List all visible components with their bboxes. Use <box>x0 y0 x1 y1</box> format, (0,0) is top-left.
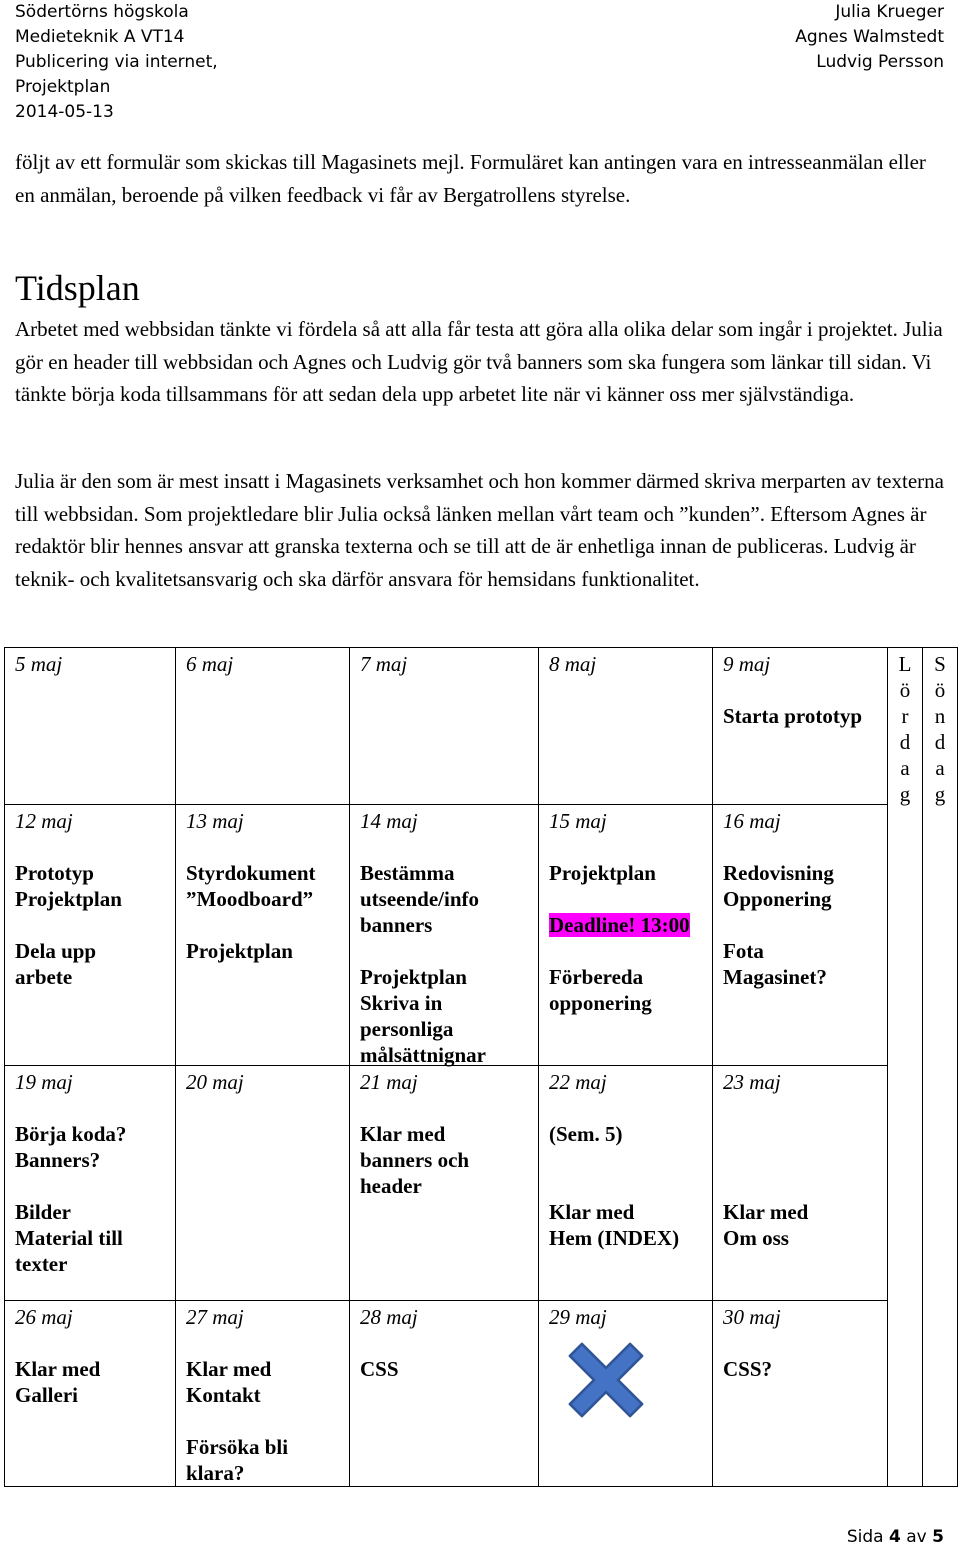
task-line <box>549 1199 679 1225</box>
task-text: Banners? <box>15 1148 101 1172</box>
day-cell <box>539 648 713 805</box>
task-line <box>186 1356 288 1382</box>
task-line <box>186 1460 288 1486</box>
task-line <box>549 1225 679 1251</box>
weekday-letter: g <box>899 782 911 806</box>
header-left <box>15 0 218 125</box>
day-cell <box>350 805 539 1066</box>
task-line <box>549 886 690 912</box>
task-line <box>15 938 122 964</box>
week-row <box>5 648 958 805</box>
task-line <box>15 1199 126 1225</box>
task-line <box>360 1356 399 1382</box>
task-line <box>186 938 316 964</box>
task-line <box>186 912 316 938</box>
task-text: Redovisning <box>723 861 834 885</box>
task-line <box>723 703 862 729</box>
task-line <box>549 1173 679 1199</box>
task-line <box>723 1225 808 1251</box>
day-cell <box>5 648 176 805</box>
day-cell <box>350 1066 539 1301</box>
header-module: Publicering via internet, <box>15 52 218 72</box>
task-text: Klar med <box>360 1122 446 1146</box>
header-right <box>795 0 944 75</box>
day-cell <box>5 805 176 1066</box>
day-cell <box>176 648 350 805</box>
task-line <box>723 886 834 912</box>
day-date: 26 maj <box>15 1305 73 1329</box>
saturday-label <box>896 651 914 807</box>
day-cell <box>176 805 350 1066</box>
saturday-column <box>888 648 923 1487</box>
task-text: Opponering <box>723 887 832 911</box>
deadline-highlight: Deadline! 13:00 <box>549 913 690 937</box>
task-line <box>15 912 122 938</box>
day-cell <box>539 805 713 1066</box>
day-tasks <box>360 860 486 1068</box>
task-line <box>549 1147 679 1173</box>
day-date: 9 maj <box>723 652 771 676</box>
day-tasks <box>723 1356 772 1382</box>
task-text: opponering <box>549 991 652 1015</box>
day-tasks <box>15 1356 100 1408</box>
weekday-letter: a <box>900 756 910 780</box>
day-tasks <box>723 1121 808 1251</box>
weekday-letter: d <box>934 730 946 754</box>
task-line <box>360 990 486 1016</box>
header-author-2: Agnes Walmstedt <box>795 27 944 47</box>
task-text: Projektplan <box>186 939 293 963</box>
task-text: CSS? <box>723 1357 773 1381</box>
task-line <box>723 1356 772 1382</box>
day-date: 21 maj <box>360 1070 418 1094</box>
day-tasks <box>186 1356 288 1486</box>
task-text: Projektplan <box>15 887 122 911</box>
day-date: 7 maj <box>360 652 408 676</box>
day-date: 28 maj <box>360 1305 418 1329</box>
weekday-letter: d <box>899 730 911 754</box>
task-text: Hem (INDEX) <box>549 1226 680 1250</box>
task-text: Magasinet? <box>723 965 827 989</box>
task-text: Bestämma <box>360 861 455 885</box>
task-line <box>549 912 690 938</box>
task-text: Kontakt <box>186 1383 261 1407</box>
weekday-letter: a <box>935 756 945 780</box>
task-line <box>186 860 316 886</box>
task-text: (Sem. 5) <box>549 1122 623 1146</box>
task-text: Styrdokument <box>186 861 316 885</box>
task-text: arbete <box>15 965 73 989</box>
header-date: 2014-05-13 <box>15 102 114 122</box>
week-row <box>5 1066 958 1301</box>
day-tasks <box>723 703 862 729</box>
header-doc-type: Projektplan <box>15 77 111 97</box>
day-cell <box>350 1301 539 1487</box>
day-date: 13 maj <box>186 809 244 833</box>
weekday-letter: r <box>901 704 909 728</box>
task-text: målsättnignar <box>360 1043 486 1067</box>
task-text: Projektplan <box>549 861 656 885</box>
weekday-letter: ö <box>899 678 911 702</box>
task-text: Försöka bli <box>186 1435 289 1459</box>
task-line <box>186 1382 288 1408</box>
day-cell <box>713 805 888 1066</box>
task-line <box>360 1173 469 1199</box>
day-cell <box>713 1066 888 1301</box>
day-cell <box>539 1301 713 1487</box>
task-line <box>15 1251 126 1277</box>
task-text: Förbereda <box>549 965 644 989</box>
sunday-column <box>923 648 958 1487</box>
task-line <box>360 1016 486 1042</box>
task-line <box>360 1121 469 1147</box>
day-cell <box>176 1301 350 1487</box>
task-line <box>723 964 834 990</box>
task-text: utseende/info <box>360 887 480 911</box>
task-text: Skriva in <box>360 991 443 1015</box>
task-line <box>15 1121 126 1147</box>
day-date: 22 maj <box>549 1070 607 1094</box>
task-text: Projektplan <box>360 965 467 989</box>
day-date: 20 maj <box>186 1070 244 1094</box>
task-line <box>549 938 690 964</box>
task-line <box>186 1408 288 1434</box>
task-line <box>723 938 834 964</box>
day-date: 29 maj <box>549 1305 607 1329</box>
day-date: 30 maj <box>723 1305 781 1329</box>
task-line <box>15 1382 100 1408</box>
task-line <box>549 990 690 1016</box>
day-tasks <box>360 1121 469 1199</box>
task-text: ”Moodboard” <box>186 887 314 911</box>
day-cell <box>713 1301 888 1487</box>
task-text: header <box>360 1174 422 1198</box>
task-line <box>15 1147 126 1173</box>
week-row <box>5 1301 958 1487</box>
day-tasks <box>186 860 316 964</box>
task-text: Klar med <box>186 1357 272 1381</box>
week-row <box>5 805 958 1066</box>
task-line <box>15 1356 100 1382</box>
weekday-letter: g <box>934 782 946 806</box>
task-line <box>15 1225 126 1251</box>
task-text: Klar med <box>549 1200 635 1224</box>
cross-icon <box>563 1337 649 1423</box>
day-cell <box>5 1301 176 1487</box>
day-date: 6 maj <box>186 652 234 676</box>
day-date: 27 maj <box>186 1305 244 1329</box>
task-text: texter <box>15 1252 68 1276</box>
task-line <box>360 1147 469 1173</box>
task-text: banners <box>360 913 433 937</box>
task-text: Om oss <box>723 1226 789 1250</box>
task-text: Klar med <box>723 1200 809 1224</box>
task-line <box>723 1199 808 1225</box>
weekday-letter: S <box>934 652 946 676</box>
task-text: Galleri <box>15 1383 78 1407</box>
task-text: Börja koda? <box>15 1122 127 1146</box>
roles-paragraph: Julia är den som är mest insatt i Magasinets verksamhet och hon kommer därmed skriva merparten av texterna till webbsidan. Som projektledare blir Julia också länken mellan vårt team och ”kunden”. Eftersom Agnes är redaktör blir hennes ansvar att granska texterna och se till att de är enhetliga innan de publiceras. Ludvig är teknik- och kvalitetsansvarig och ska därför ansvara för hemsidans funktionalitet. <box>15 469 944 591</box>
task-text: CSS <box>360 1357 399 1381</box>
day-date: 5 maj <box>15 652 63 676</box>
task-text: Starta prototyp <box>723 704 863 728</box>
task-line <box>15 964 122 990</box>
task-line <box>723 1173 808 1199</box>
day-date: 16 maj <box>723 809 781 833</box>
task-text: Klar med <box>15 1357 101 1381</box>
page-number: Sida 4 av 5 <box>846 1527 944 1547</box>
work-division-paragraph: Arbetet med webbsidan tänkte vi fördela så att alla får testa att göra alla olika delar som ingår i projektet. Julia gör en header till webbsidan och Agnes och Ludvig gör två banners som ska fungera som länkar till sidan. Vi tänkte börja koda tillsammans för att sedan dela upp arbetet lite när vi känner oss mer självständiga. <box>15 317 943 406</box>
schedule-table <box>4 647 958 1487</box>
task-text: personliga <box>360 1017 454 1041</box>
task-text: banners och <box>360 1148 470 1172</box>
task-text: klara? <box>186 1461 245 1485</box>
day-cell <box>713 648 888 805</box>
day-date: 14 maj <box>360 809 418 833</box>
day-date: 19 maj <box>15 1070 73 1094</box>
task-line <box>15 886 122 912</box>
task-line <box>723 860 834 886</box>
header-school: Södertörns högskola <box>15 2 189 22</box>
task-line <box>360 938 486 964</box>
sunday-label <box>931 651 949 807</box>
task-text: Dela upp <box>15 939 97 963</box>
day-cell <box>176 1066 350 1301</box>
day-cell <box>5 1066 176 1301</box>
task-text: Material till <box>15 1226 123 1250</box>
task-line <box>723 912 834 938</box>
day-tasks <box>723 860 834 990</box>
day-tasks <box>360 1356 399 1382</box>
task-line <box>360 886 486 912</box>
header-author-3: Ludvig Persson <box>816 52 944 72</box>
task-line <box>723 1121 808 1147</box>
task-text: Prototyp <box>15 861 94 885</box>
header-course: Medieteknik A VT14 <box>15 27 185 47</box>
day-date: 15 maj <box>549 809 607 833</box>
task-line <box>15 860 122 886</box>
section-title: Tidsplan <box>15 268 140 308</box>
day-cell <box>539 1066 713 1301</box>
task-line <box>723 1147 808 1173</box>
weekday-letter: L <box>898 652 912 676</box>
task-line <box>360 1042 486 1068</box>
task-line <box>549 964 690 990</box>
day-date: 8 maj <box>549 652 597 676</box>
day-tasks <box>15 1121 126 1277</box>
task-text: Bilder <box>15 1200 71 1224</box>
day-cell <box>350 648 539 805</box>
task-line <box>186 1434 288 1460</box>
task-line <box>360 912 486 938</box>
task-text: Fota <box>723 939 764 963</box>
task-line <box>186 886 316 912</box>
day-tasks <box>15 860 122 990</box>
intro-paragraph: följt av ett formulär som skickas till Magasinets mejl. Formuläret kan antingen vara en intresseanmälan eller en anmälan, beroende på vilken feedback vi får av Bergatrollens styrelse. <box>15 150 926 207</box>
task-line <box>360 964 486 990</box>
task-line <box>549 860 690 886</box>
weekday-letter: n <box>934 704 946 728</box>
day-date: 12 maj <box>15 809 73 833</box>
task-line <box>15 1173 126 1199</box>
day-tasks <box>549 860 690 1016</box>
weekday-letter: ö <box>934 678 946 702</box>
task-line <box>549 1121 679 1147</box>
day-date: 23 maj <box>723 1070 781 1094</box>
header-author-1: Julia Krueger <box>835 2 944 22</box>
day-tasks <box>549 1121 679 1251</box>
task-line <box>360 860 486 886</box>
